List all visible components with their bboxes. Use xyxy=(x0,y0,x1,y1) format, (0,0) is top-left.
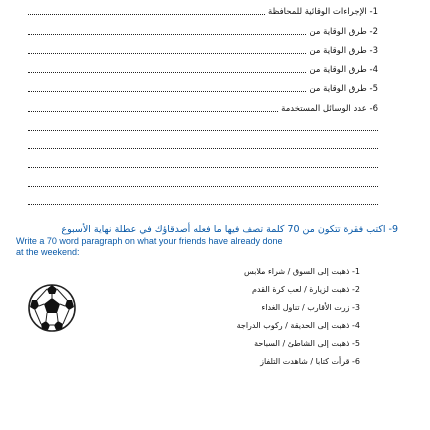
question-line-2 xyxy=(28,24,378,38)
answer-dots xyxy=(28,111,278,112)
writing-line xyxy=(28,186,378,187)
question-line-4 xyxy=(28,62,378,76)
prompt-text: 4- ذهبت إلى الحديقة / ركوب الدراجة xyxy=(236,321,360,330)
section-9-arabic-heading: 9- اكتب فقرة تتكون من 70 كلمة تصف فيها ما فعله أصدقاؤك في عطلة نهاية الأسبوع xyxy=(61,224,398,235)
prompt-text: 6- قرأت كتابا / شاهدت التلفاز xyxy=(260,357,360,366)
writing-line xyxy=(28,148,378,149)
writing-line xyxy=(28,130,378,131)
answer-dots xyxy=(28,34,306,35)
prompt-text: 5- ذهبت إلى الشاطئ / السباحة xyxy=(254,339,360,348)
question-line-5 xyxy=(28,81,378,95)
prompt-line-6 xyxy=(130,354,360,368)
question-line-1 xyxy=(28,4,378,18)
soccer-ball-icon xyxy=(26,282,78,334)
answer-dots xyxy=(28,14,265,15)
question-line-6 xyxy=(28,101,378,115)
prompt-text: 2- ذهبت لزيارة / لعب كرة القدم xyxy=(252,285,360,294)
prompt-line-3 xyxy=(130,300,360,314)
question-text: 5- طرق الوقاية من xyxy=(309,84,378,94)
prompt-line-4 xyxy=(130,318,360,332)
question-text: 4- طرق الوقاية من xyxy=(309,65,378,75)
question-text: 6- عدد الوسائل المستخدمة xyxy=(281,104,378,114)
question-text: 1- الإجراءات الوقائية للمحافظة xyxy=(268,7,378,17)
answer-dots xyxy=(28,72,306,73)
prompt-text: 3- زرت الأقارب / تناول الغداء xyxy=(261,303,360,312)
answer-dots xyxy=(28,53,306,54)
prompt-line-2 xyxy=(130,282,360,296)
section-9-english-heading: Write a 70 word paragraph on what your friends have already done at the weekend: xyxy=(16,236,283,257)
writing-line xyxy=(28,204,378,205)
question-text: 3- طرق الوقاية من xyxy=(309,46,378,56)
question-line-3 xyxy=(28,43,378,57)
question-text: 2- طرق الوقاية من xyxy=(309,27,378,37)
prompt-line-1 xyxy=(130,264,360,278)
prompt-line-5 xyxy=(130,336,360,350)
prompt-text: 1- ذهبت إلى السوق / شراء ملابس xyxy=(243,267,360,276)
answer-dots xyxy=(28,91,306,92)
writing-line xyxy=(28,167,378,168)
